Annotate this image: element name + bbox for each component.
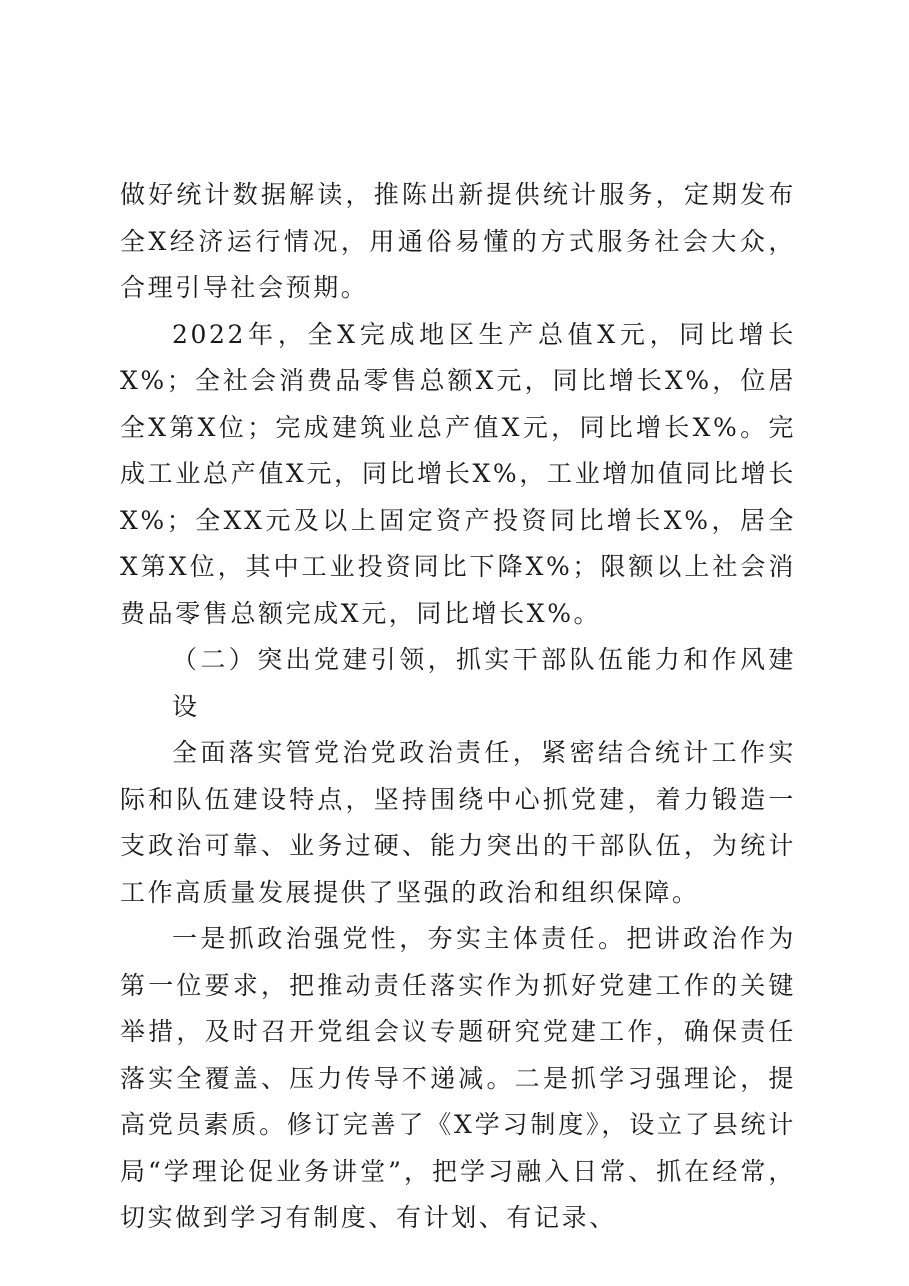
paragraph-political-study: 一是抓政治强党性，夯实主体责任。把讲政治作为第一位要求，把推动责任落实作为抓好党建工作的关键举措，及时召开党组会议专题研究党建工作，确保责任落实全覆盖、压力传导不递减。二是抓学习强理论，提高党员素质。修订完善了《X学习制度》，设立了县统计局“学理论促业务讲堂”，把学习融入日常、抓在经常，切实做到学习有制度、有计划、有记录、	[120, 924, 796, 1232]
paragraph-intro-continuation: 做好统计数据解读，推陈出新提供统计服务，定期发布全X经济运行情况，用通俗易懂的方式服务社会大众，合理引导社会预期。	[120, 180, 796, 302]
document-body	[120, 172, 796, 1242]
paragraph-party-responsibility: 全面落实管党治党政治责任，紧密结合统计工作实际和队伍建设特点，坚持围绕中心抓党建，着力锻造一支政治可靠、业务过硬、能力突出的干部队伍，为统计工作高质量发展提供了坚强的政治和组织保障。	[120, 738, 796, 907]
section-heading: （二）突出党建引领，抓实干部队伍能力和作风建设	[172, 645, 796, 721]
paragraph-economic-statistics: 2022年，全X完成地区生产总值X元，同比增长X%；全社会消费品零售总额X元，同比增长X%，位居全X第X位；完成建筑业总产值X元，同比增长X%。完成工业总产值X元，同比增长X%，工业增加值同比增长X%；全XX元及以上固定资产投资同比增长X%，居全X第X位，其中工业投资同比下降X%；限额以上社会消费品零售总额完成X元，同比增长X%。	[120, 319, 796, 628]
